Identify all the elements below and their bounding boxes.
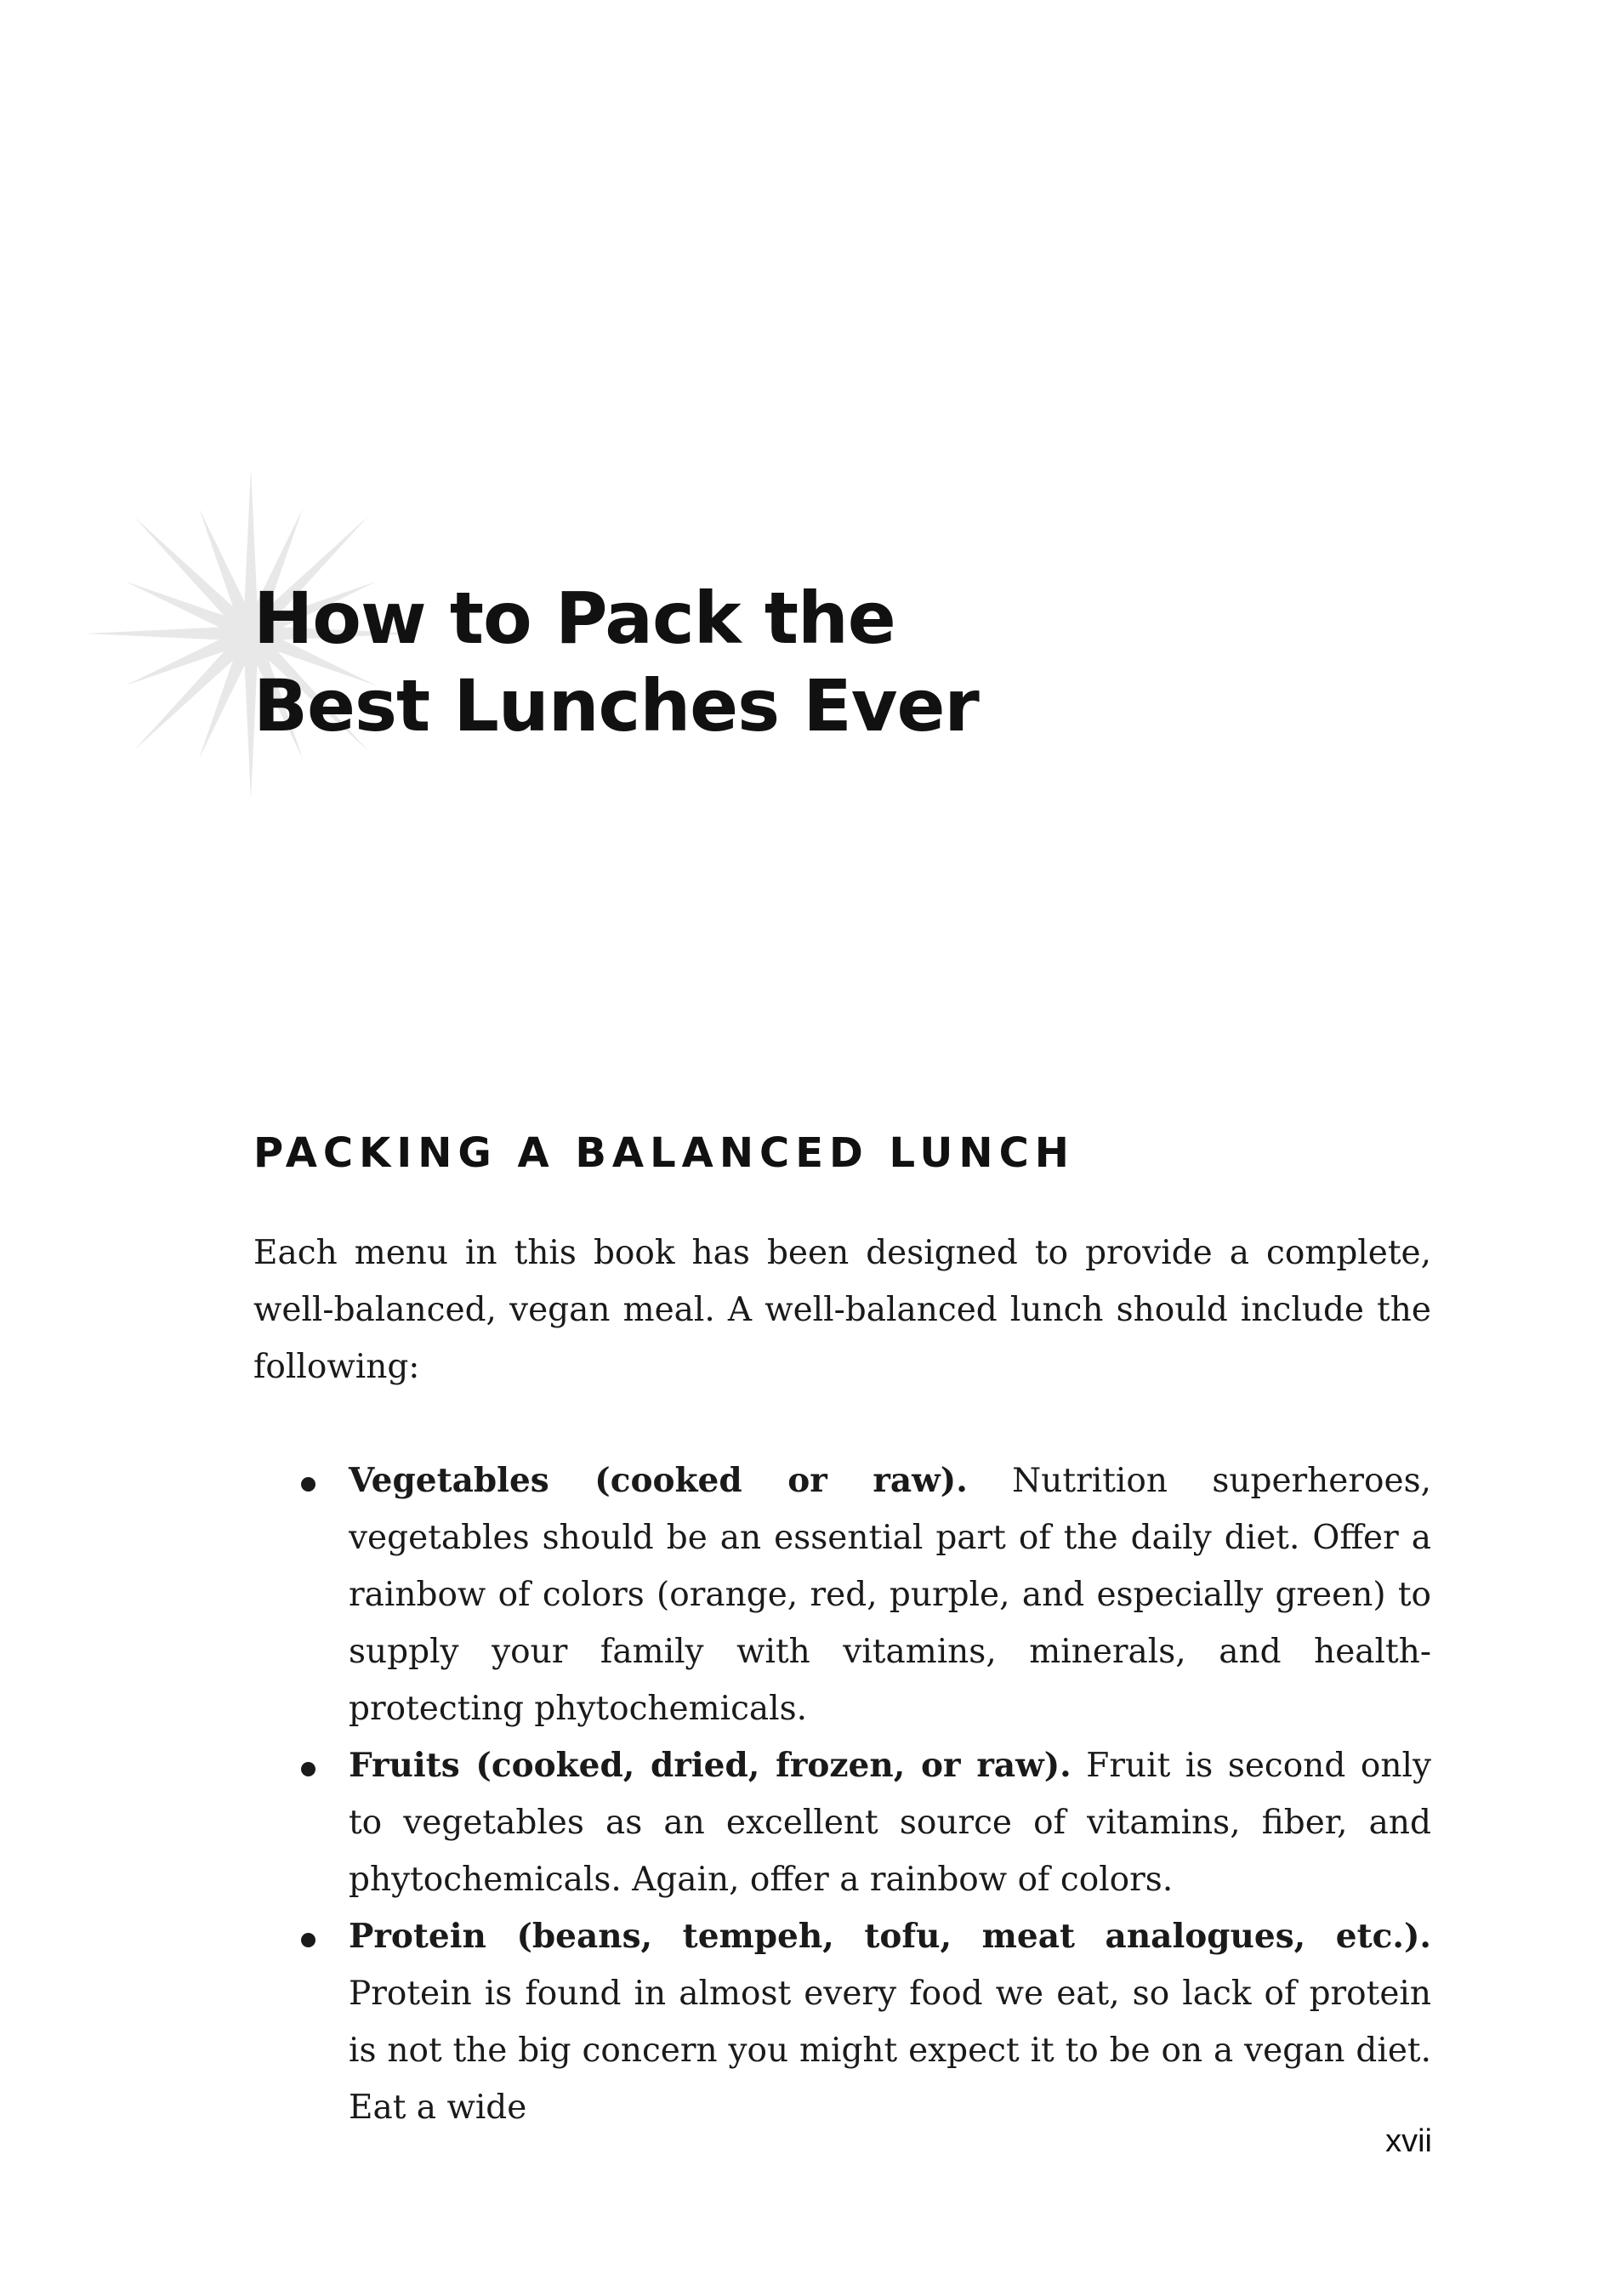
food-group-list <box>253 1452 1431 2136</box>
chapter-title <box>253 575 979 750</box>
list-item-text: Nutrition superheroes, vegetables should be an essential part of the daily diet. Offer a rainbow of colors (orange, red, purple, and especially green) to supply your family with vitamins, minerals, and health-protecting phytochemicals. <box>349 1462 1431 1728</box>
chapter-title-line-2: Best Lunches Ever <box>253 664 979 747</box>
list-item-protein <box>253 1908 1431 2136</box>
bullet-icon <box>301 1477 315 1492</box>
bullet-icon <box>301 1762 315 1776</box>
list-item-heading: Protein (beans, tempeh, tofu, meat analogues, etc.). <box>349 1917 1431 1956</box>
chapter-title-line-1: How to Pack the <box>253 577 895 660</box>
list-item-text: Fruit is second only to vegetables as an excellent source of vitamins, fiber, and phytochemicals. Again, offer a rainbow of colors. <box>349 1747 1431 1899</box>
list-item-text: Protein is found in almost every food we eat, so lack of protein is not the big concern you might expect it to be on a vegan diet. Eat a wide <box>349 1975 1431 2127</box>
list-item-heading: Fruits (cooked, dried, frozen, or raw). <box>349 1746 1071 1785</box>
list-item-fruits <box>253 1737 1431 1908</box>
list-item-heading: Vegetables (cooked or raw). <box>349 1461 968 1500</box>
intro-paragraph: Each menu in this book has been designed to provide a complete, well-balanced, vegan meal. A well-balanced lunch should include the following: <box>253 1234 1431 1386</box>
bullet-icon <box>301 1933 315 1947</box>
page-number: xvii <box>1385 2123 1432 2159</box>
section-heading: PACKING A BALANCED LUNCH <box>253 1129 1075 1177</box>
list-item-vegetables <box>253 1452 1431 1737</box>
